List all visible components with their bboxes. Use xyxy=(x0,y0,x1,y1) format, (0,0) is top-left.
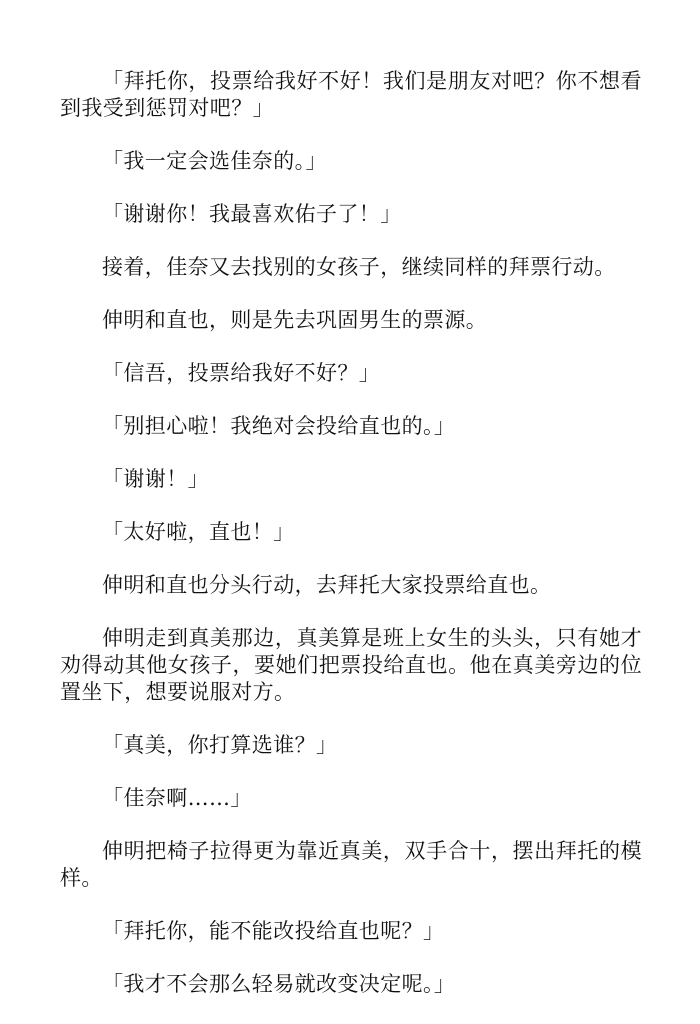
paragraph-4: 接着，佳奈又去找别的女孩子，继续同样的拜票行动。 xyxy=(102,255,616,279)
paragraph-10: 伸明和直也分头行动，去拜托大家投票给直也。 xyxy=(102,573,552,597)
paragraph-1: 「拜托你，投票给我好不好！我们是朋友对吧？你不想看到我受到惩罚对吧？」 xyxy=(60,69,642,120)
paragraph-12: 「真美，你打算选谁？」 xyxy=(102,733,338,757)
paragraph-16: 「我才不会那么轻易就改变决定呢。」 xyxy=(102,972,456,996)
paragraph-7: 「别担心啦！我绝对会投给直也的。」 xyxy=(102,414,456,438)
paragraph-3: 「谢谢你！我最喜欢佑子了！」 xyxy=(102,202,402,226)
paragraph-6: 「信吾，投票给我好不好？」 xyxy=(102,361,381,385)
paragraph-9: 「太好啦，直也！」 xyxy=(102,520,295,544)
paragraph-13: 「佳奈啊……」 xyxy=(102,786,252,810)
paragraph-11: 伸明走到真美那边，真美算是班上女生的头头，只有她才劝得动其他女孩子，要她们把票投给直也。他在真美旁边的位置坐下，想要说服对方。 xyxy=(60,626,642,704)
paragraph-2: 「我一定会选佳奈的。」 xyxy=(102,149,327,173)
document-page xyxy=(60,68,642,1024)
paragraph-8: 「谢谢！」 xyxy=(102,467,209,491)
paragraph-15: 「拜托你，能不能改投给直也呢？」 xyxy=(102,919,445,943)
paragraph-5: 伸明和直也，则是先去巩固男生的票源。 xyxy=(102,308,488,332)
paragraph-14: 伸明把椅子拉得更为靠近真美，双手合十，摆出拜托的模样。 xyxy=(60,839,642,890)
